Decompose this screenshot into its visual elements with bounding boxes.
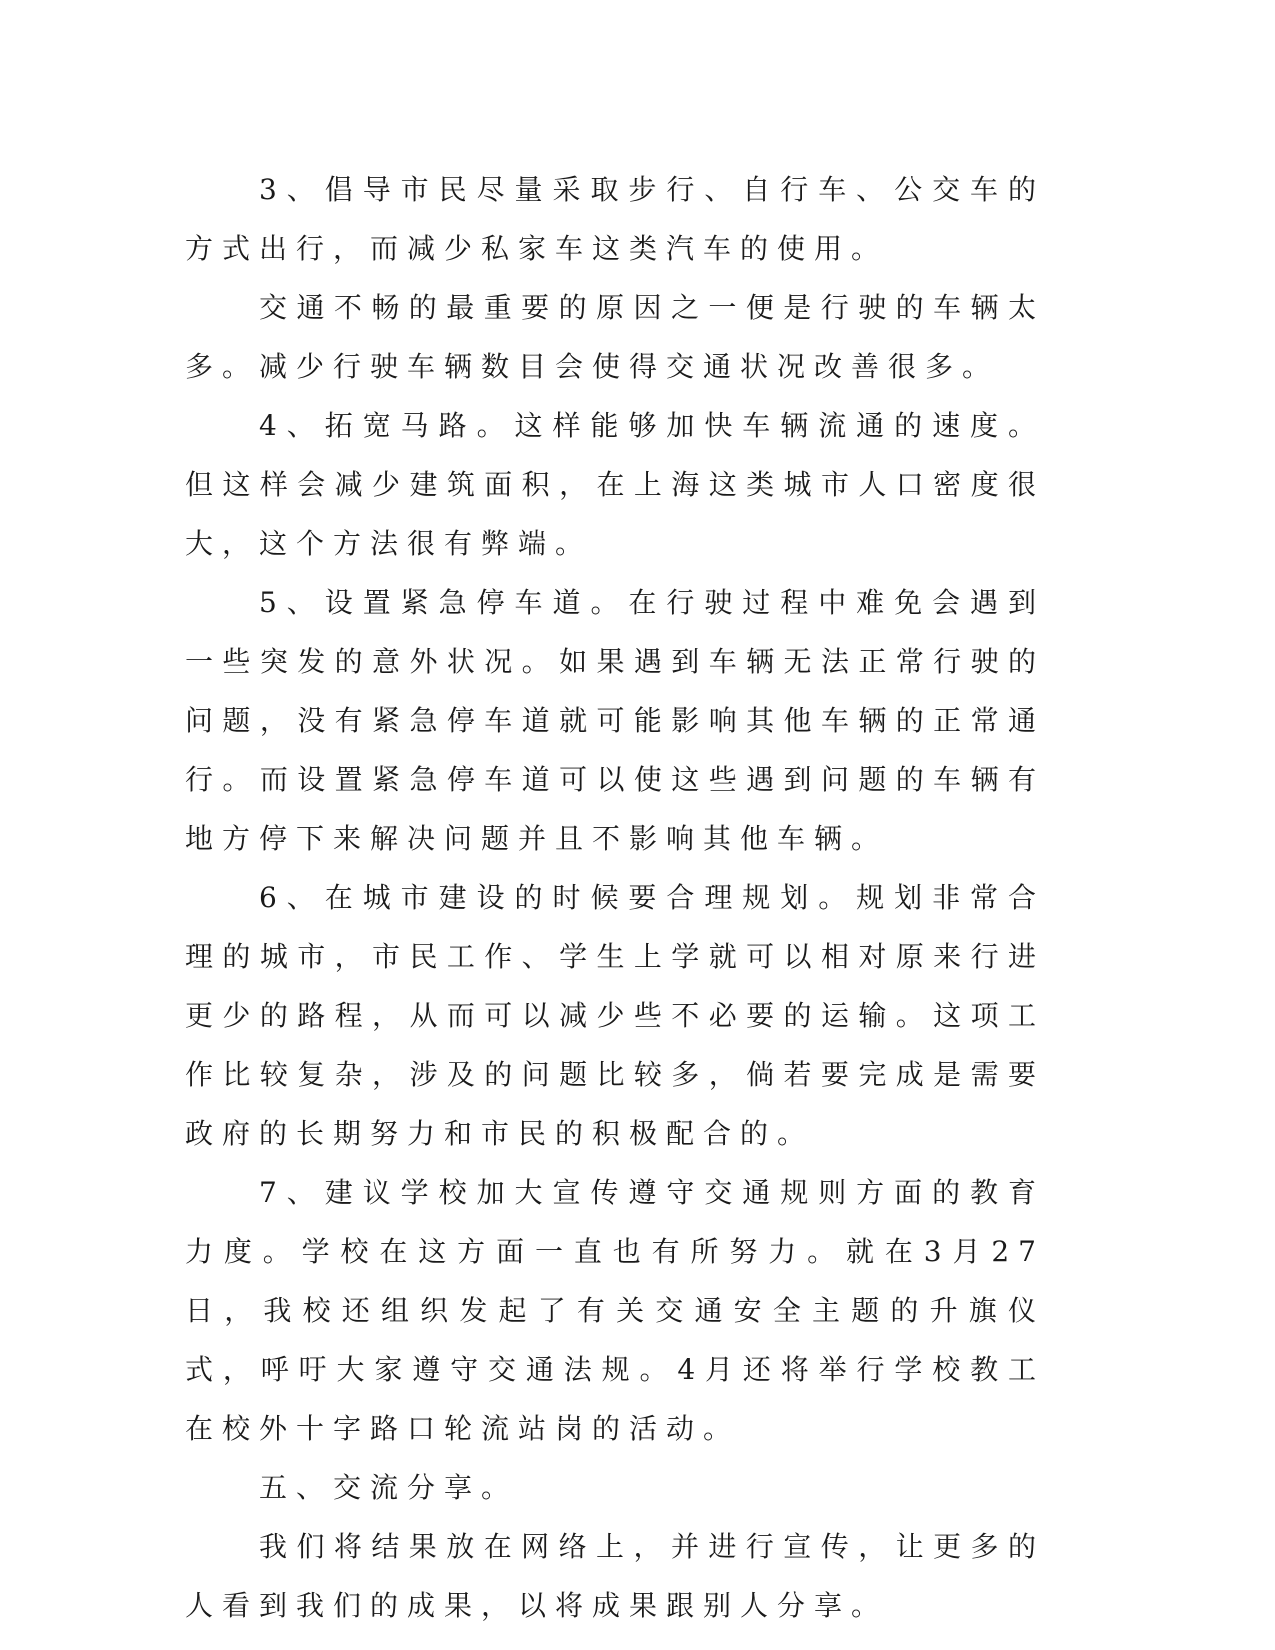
section-heading-sharing: 五、交流分享。 xyxy=(259,1471,519,1504)
paragraph-suggestion-7: 7、建议学校加大宣传遵守交通规则方面的教育力度。学校在这方面一直也有所努力。就在3月27日，我校还组织发起了有关交通安全主题的升旗仪式，呼吁大家遵守交通法规。4月还将举行学校教工在校外十字路口轮流站岗的活动。 xyxy=(185,1176,1045,1445)
paragraph-suggestion-4: 4、拓宽马路。这样能够加快车辆流通的速度。但这样会减少建筑面积，在上海这类城市人口密度很大，这个方法很有弊端。 xyxy=(185,409,1045,560)
paragraph-suggestion-3: 3、倡导市民尽量采取步行、自行车、公交车的方式出行，而减少私家车这类汽车的使用。 xyxy=(185,173,1045,265)
paragraph-traffic-cause: 交通不畅的最重要的原因之一便是行驶的车辆太多。减少行驶车辆数目会使得交通状况改善很多。 xyxy=(185,291,1045,383)
paragraph-sharing: 我们将结果放在网络上，并进行宣传，让更多的人看到我们的成果，以将成果跟别人分享。 xyxy=(185,1530,1045,1622)
document-body xyxy=(185,160,1045,1635)
paragraph-suggestion-6: 6、在城市建设的时候要合理规划。规划非常合理的城市，市民工作、学生上学就可以相对原来行进更少的路程，从而可以减少些不必要的运输。这项工作比较复杂，涉及的问题比较多，倘若要完成是需要政府的长期努力和市民的积极配合的。 xyxy=(185,881,1045,1150)
paragraph-suggestion-5: 5、设置紧急停车道。在行驶过程中难免会遇到一些突发的意外状况。如果遇到车辆无法正常行驶的问题，没有紧急停车道就可能影响其他车辆的正常通行。而设置紧急停车道可以使这些遇到问题的车辆有地方停下来解决问题并且不影响其他车辆。 xyxy=(185,586,1045,855)
